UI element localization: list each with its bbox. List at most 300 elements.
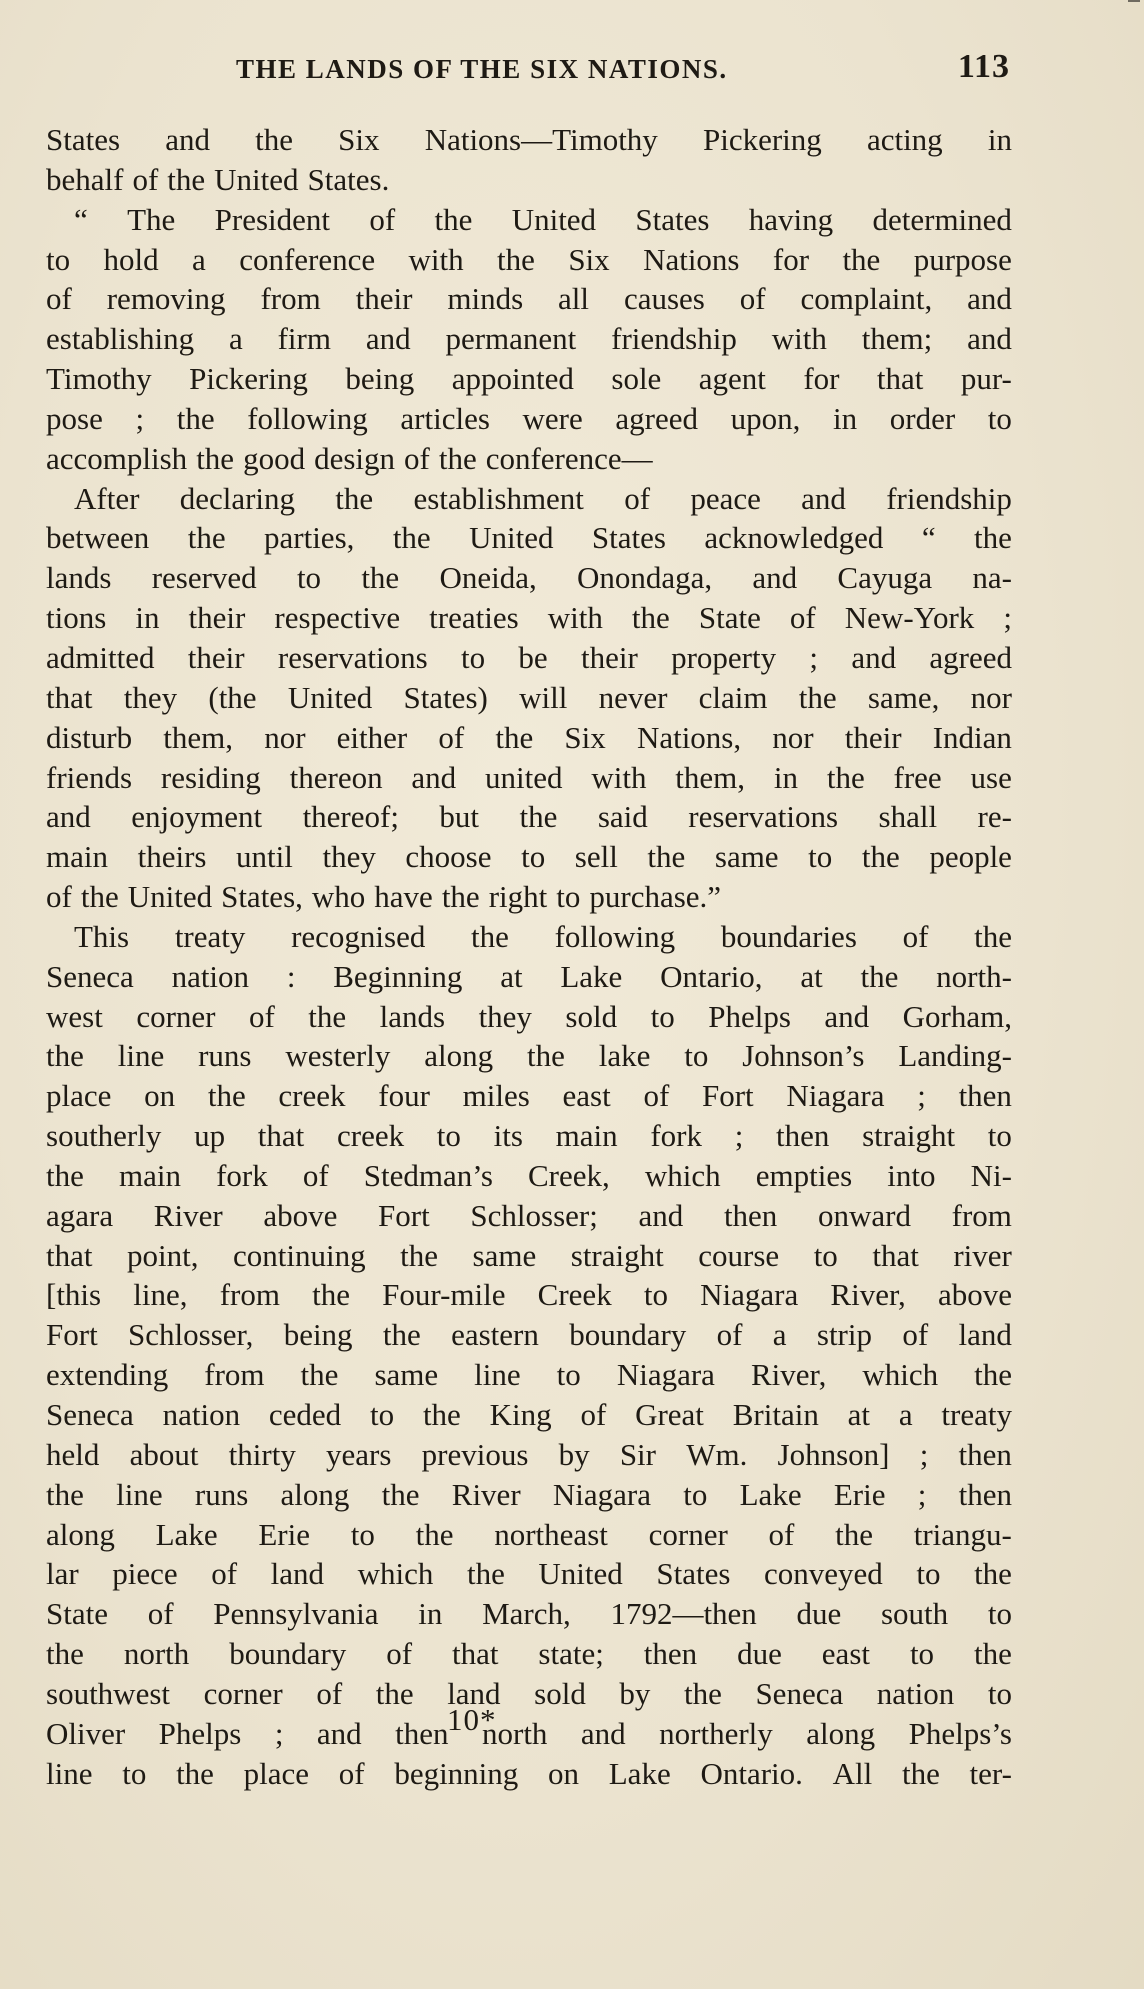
word: River, (750, 1357, 827, 1393)
word: the (392, 520, 431, 556)
word: conveyed (764, 1556, 883, 1592)
word: Niagara (552, 1476, 651, 1512)
word: States (635, 201, 710, 237)
word: by (619, 1675, 651, 1711)
word: ter- (969, 1755, 1012, 1791)
word: and (752, 560, 798, 596)
word: of (739, 281, 766, 317)
word: then (643, 1636, 698, 1672)
word: from (219, 1277, 280, 1313)
word: nor (772, 719, 814, 755)
word: Niagara (700, 1277, 799, 1313)
word: All (832, 1755, 873, 1791)
word: boundary (569, 1317, 687, 1353)
word: their (844, 719, 902, 755)
word: State (698, 600, 761, 636)
word: Phelps (158, 1715, 242, 1751)
text-line (46, 240, 1012, 280)
word: ; (135, 400, 145, 436)
word: extending (46, 1357, 169, 1393)
word: east (562, 1078, 611, 1114)
word: northeast (494, 1516, 608, 1552)
word: the (631, 600, 670, 636)
word: and (365, 321, 411, 357)
word: east (821, 1636, 870, 1672)
word: Niagara (786, 1078, 885, 1114)
word: its (493, 1118, 523, 1154)
word: line (46, 1755, 93, 1791)
word: reserved (151, 560, 257, 596)
word: being (283, 1317, 353, 1353)
word: to (808, 839, 833, 875)
word: Gorham, (902, 998, 1012, 1034)
word: the (526, 1038, 565, 1074)
word: point, (127, 1237, 199, 1273)
word: Nations, (636, 719, 742, 755)
word: runs (198, 1038, 252, 1074)
word: enjoyment (131, 799, 263, 835)
word: them, (163, 719, 234, 755)
word: the (415, 1516, 454, 1552)
word: and (824, 998, 870, 1034)
word: ; (919, 1436, 929, 1472)
word: to (122, 1755, 147, 1791)
word: Stedman’s (363, 1157, 493, 1193)
word: permanent (445, 321, 577, 357)
word: of (902, 1317, 929, 1353)
text-line (46, 1634, 1012, 1674)
word: the (400, 1237, 439, 1273)
word: main (118, 1157, 181, 1193)
word: of (132, 161, 159, 197)
word: to (987, 400, 1012, 436)
word: the (196, 440, 235, 476)
word: north (482, 1715, 548, 1751)
word: determined (872, 201, 1012, 237)
word: due (796, 1596, 842, 1632)
running-head (46, 46, 1012, 90)
word: a (228, 321, 243, 357)
word: establishing (46, 321, 195, 357)
word: along (424, 1038, 494, 1074)
text-line (46, 558, 1012, 598)
word: land (447, 1675, 501, 1711)
word: President (214, 201, 330, 237)
text-line (46, 598, 1012, 638)
word: eastern (451, 1317, 539, 1353)
word: the (308, 998, 347, 1034)
text-line (46, 1156, 1012, 1196)
word: the (207, 1078, 246, 1114)
word: north (123, 1636, 190, 1672)
word: Four-mile (382, 1277, 506, 1313)
word: to (650, 998, 675, 1034)
word: to (987, 1675, 1012, 1711)
text-line (46, 917, 1012, 957)
word: Ni- (970, 1157, 1012, 1193)
word: the (901, 1755, 940, 1791)
word: the (80, 879, 119, 915)
text-line (46, 1435, 1012, 1475)
word: respective (274, 600, 401, 636)
word: miles (462, 1078, 530, 1114)
word: the (46, 1636, 84, 1672)
word: conference (239, 241, 376, 277)
word: sell (574, 839, 618, 875)
word: Schlosser, (128, 1317, 254, 1353)
word: their (187, 639, 245, 675)
word: pose (46, 400, 103, 436)
word: : (286, 958, 296, 994)
word: having (748, 201, 834, 237)
word: that (46, 679, 93, 715)
word: Pennsylvania (213, 1596, 379, 1632)
word: of (624, 480, 651, 516)
word: of (789, 600, 816, 636)
word: Indian (932, 719, 1012, 755)
word: of (716, 1317, 743, 1353)
word: of (438, 719, 465, 755)
text-line (46, 1395, 1012, 1435)
word: to (909, 1636, 935, 1672)
word: March, (482, 1596, 571, 1632)
word: ; (917, 1476, 927, 1512)
word: who (311, 879, 366, 915)
word: the (300, 1357, 339, 1393)
word: to (643, 1277, 668, 1313)
word: treaty (941, 1397, 1012, 1432)
word: main (46, 839, 108, 875)
word: same, (867, 679, 940, 715)
word: ; (917, 1078, 926, 1114)
text-line (46, 718, 1012, 758)
word: the (46, 1157, 84, 1193)
word: that (876, 361, 924, 397)
word: the (434, 201, 473, 237)
word: This (74, 918, 130, 954)
word: the (835, 1516, 873, 1552)
running-title: THE LANDS OF THE SIX NATIONS. (236, 54, 728, 84)
word: Pickering (702, 122, 822, 157)
word: United (214, 161, 299, 197)
word: of (316, 1675, 343, 1711)
word: fork (650, 1118, 702, 1154)
word: Lake (560, 958, 623, 994)
word: and (967, 321, 1012, 357)
word: property (671, 639, 777, 675)
word: recognised (291, 918, 426, 954)
word: continuing (233, 1237, 366, 1273)
text-line (46, 797, 1012, 837)
word: disturb (46, 719, 133, 755)
text-line (46, 1076, 1012, 1116)
word: them; (861, 321, 933, 357)
word: the (176, 1755, 214, 1791)
word: of (46, 281, 72, 317)
word: agent (698, 361, 766, 397)
word: at (800, 958, 823, 994)
word: the (647, 839, 686, 875)
word: state; (538, 1636, 604, 1672)
word: of (147, 1596, 174, 1632)
text-line (46, 1594, 1012, 1634)
word: United (511, 201, 597, 237)
word: along (280, 1476, 350, 1512)
word: Creek, (528, 1157, 610, 1193)
text-line (46, 479, 1012, 519)
word: ; (274, 1715, 284, 1751)
word: declaring (179, 480, 296, 516)
text-line (46, 758, 1012, 798)
text-line (46, 1236, 1012, 1276)
word: following (247, 400, 368, 436)
word: between (46, 520, 150, 556)
word: that (451, 1636, 499, 1672)
word: the (167, 161, 206, 197)
word: on (144, 1078, 176, 1114)
word: place (46, 1078, 112, 1114)
word: previous (421, 1436, 529, 1472)
word: boundaries (720, 918, 857, 954)
word: acknowledged (704, 520, 884, 556)
text-line (46, 837, 1012, 877)
word: have (374, 879, 433, 915)
text-line (46, 1754, 1012, 1794)
word: which (862, 1357, 939, 1393)
word: 1792—then (610, 1596, 757, 1632)
word: purpose (913, 241, 1012, 277)
word: beginning (394, 1755, 519, 1791)
word: nor (970, 679, 1012, 715)
text-line (46, 1475, 1012, 1515)
word: with (547, 600, 603, 636)
word: of (369, 201, 396, 237)
word: of (902, 918, 929, 954)
word: agreed (615, 400, 698, 436)
word: pur- (960, 361, 1012, 397)
word: nation (171, 958, 250, 994)
word: the (860, 958, 899, 994)
word: at (500, 958, 523, 994)
word: of (386, 1636, 413, 1672)
word: corner (136, 998, 216, 1034)
word: at (847, 1397, 871, 1432)
word: the (974, 918, 1012, 954)
page-edge-mark (1128, 0, 1140, 2)
text-line (46, 319, 1012, 359)
word: were (522, 400, 583, 436)
word: with (771, 321, 827, 357)
word: Fort (701, 1078, 754, 1114)
word: the (46, 1038, 84, 1074)
word: residing (160, 759, 261, 795)
word: united (485, 759, 563, 795)
word: of (338, 1755, 365, 1791)
word: never (598, 679, 668, 715)
word: and (851, 639, 897, 675)
word: friends (46, 759, 133, 795)
word: above (263, 1197, 338, 1233)
text-line (46, 359, 1012, 399)
word: held (46, 1436, 100, 1472)
word: all (558, 281, 590, 317)
word: by (558, 1436, 590, 1472)
word: corner (648, 1516, 728, 1552)
word: to (556, 879, 581, 915)
word: line, (133, 1277, 188, 1313)
word: their (355, 281, 413, 317)
word: thirty (228, 1436, 296, 1472)
word: along (806, 1715, 876, 1751)
word: in (135, 600, 160, 636)
text-line (46, 399, 1012, 439)
word: the (974, 1556, 1012, 1592)
word: to (370, 1397, 395, 1432)
text-line (46, 1714, 1012, 1754)
text-line (46, 638, 1012, 678)
word: United (538, 1556, 623, 1592)
body-text (46, 120, 1012, 1793)
word: to (460, 639, 486, 675)
word: following (554, 918, 676, 954)
word: that (46, 1237, 93, 1273)
word: the (361, 560, 400, 596)
word: Britain (732, 1397, 819, 1432)
word: order (889, 400, 956, 436)
word: to (987, 1118, 1012, 1154)
word: use (970, 759, 1012, 795)
word: reservations (277, 639, 428, 675)
word: Johnson’s (742, 1038, 865, 1074)
word: and (801, 480, 846, 516)
word: to (46, 241, 71, 277)
word: land (270, 1556, 325, 1592)
word: Johnson] (777, 1436, 890, 1472)
signature-mark: 10* (447, 1702, 497, 1737)
word: Creek (537, 1277, 612, 1313)
word: Phelps’s (908, 1715, 1012, 1751)
word: northerly (659, 1715, 773, 1751)
word: with (591, 759, 647, 795)
word: course (698, 1237, 780, 1273)
word: agara (46, 1197, 114, 1233)
word: same (714, 839, 779, 875)
word: and (316, 1715, 362, 1751)
word: then (395, 1715, 449, 1751)
word: treaties (429, 600, 519, 636)
word: land (958, 1317, 1012, 1353)
word: river (953, 1237, 1012, 1273)
word: minds (447, 281, 524, 317)
word: Lake (739, 1476, 802, 1512)
word: nation (162, 1397, 241, 1432)
word: of (248, 998, 275, 1034)
word: piece (112, 1556, 178, 1592)
word: lands (46, 560, 112, 596)
word: appointed (451, 361, 574, 397)
word: their (188, 600, 246, 636)
word: King (489, 1397, 552, 1432)
word: the (974, 1636, 1012, 1672)
word: they (123, 679, 178, 715)
word: theirs (137, 839, 207, 875)
text-line (46, 1355, 1012, 1395)
word: to (296, 560, 322, 596)
word: Fort (378, 1197, 430, 1233)
word: then (723, 1197, 778, 1233)
word: accomplish (46, 440, 188, 476)
word: the (176, 400, 215, 436)
word: The (127, 201, 176, 237)
text-line (46, 279, 1012, 319)
word: sold (565, 998, 618, 1034)
word: a (898, 1397, 913, 1432)
word: River (153, 1197, 223, 1233)
text-line (46, 1315, 1012, 1355)
text-line (46, 1196, 1012, 1236)
word: into (887, 1157, 936, 1193)
text-line (46, 877, 1012, 917)
text-line (46, 997, 1012, 1037)
word: Pickering (189, 361, 308, 397)
word: above (937, 1277, 1012, 1313)
word: conference— (485, 440, 653, 476)
word: [this (46, 1277, 102, 1313)
word: the (187, 520, 226, 556)
word: the (497, 241, 535, 277)
word: the (471, 918, 509, 954)
word: shall (878, 799, 938, 835)
word: to (987, 1596, 1012, 1632)
word: establishment (413, 480, 584, 516)
word: and (580, 1715, 626, 1751)
word: Seneca (755, 1675, 844, 1711)
word: of (211, 1556, 238, 1592)
word: Lake (608, 1755, 671, 1791)
word: years (326, 1436, 392, 1472)
word: Seneca (46, 958, 134, 994)
word: admitted (46, 639, 155, 675)
word: na- (972, 560, 1012, 596)
word: the (422, 1397, 461, 1432)
word: lake (598, 1038, 651, 1074)
word: re- (977, 799, 1012, 835)
word: Oneida, (439, 560, 537, 596)
word: of (643, 1078, 670, 1114)
word: the (974, 1357, 1012, 1393)
word: southerly (46, 1118, 162, 1154)
word: line (474, 1357, 521, 1393)
word: Six (568, 241, 610, 277)
word: straight (570, 1237, 664, 1273)
word: of (302, 1157, 329, 1193)
word: either (336, 719, 408, 755)
word: up (194, 1118, 226, 1154)
word: Beginning (333, 958, 463, 994)
word: the (466, 1556, 505, 1592)
word: good (243, 440, 306, 476)
word: corner (203, 1675, 283, 1711)
word: Ontario. (700, 1755, 803, 1791)
word: ; (1003, 600, 1012, 636)
word: strip (816, 1317, 872, 1353)
word: of (768, 1516, 795, 1552)
word: with (408, 241, 464, 277)
word: sold (534, 1675, 586, 1711)
word: the (974, 520, 1012, 556)
word: and (165, 122, 210, 157)
word: to (916, 1556, 941, 1592)
